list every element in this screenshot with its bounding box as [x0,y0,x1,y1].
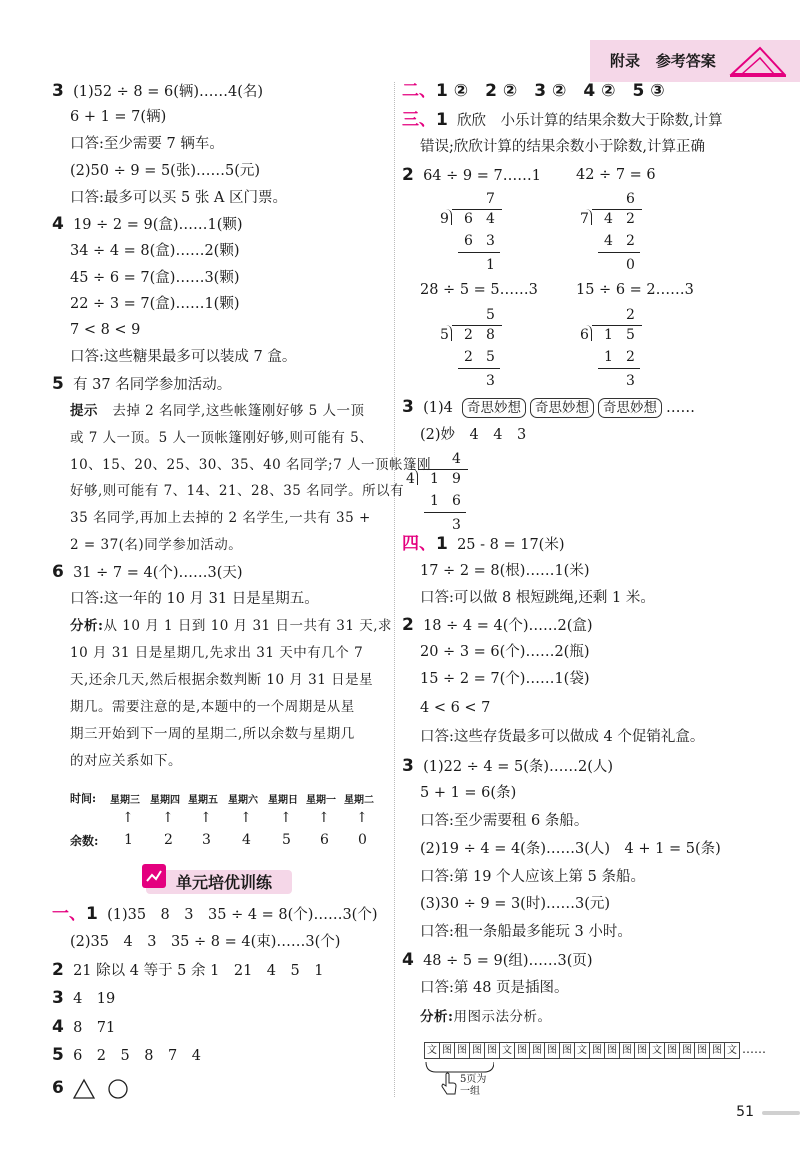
division-bracket [586,325,592,341]
s4-q3-line2: 5 + 1 = 6(条) [420,785,517,801]
left-q5-tip1: 提示 去掉 2 名同学,这些帐篷刚好够 5 人一顶 [70,403,365,419]
s4-q4-line2: 口答:第 48 页是插图。 [420,980,569,996]
left-q4-line5: 7 < 8 < 9 [70,322,141,338]
s1-q5: 5 6 2 5 8 7 4 [52,1045,201,1065]
header-title [610,50,716,71]
left-q4-line4: 22 ÷ 3 = 7(盒)……1(颗) [70,296,240,312]
s4-q3-line6: (3)30 ÷ 9 = 3(时)……3(元) [420,896,611,912]
s3-q3-line2: (2)妙 4 4 3 [420,427,527,443]
strip-cell: 图 [709,1042,725,1059]
division-digit: 3 [452,517,461,533]
division-digit: 3 [486,233,495,249]
s1-q1: 一、1 (1)35 8 3 35 ÷ 4 = 8(个)……3(个) [52,904,378,924]
division-bracket [446,325,452,341]
s4-q2-line2: 20 ÷ 3 = 6(个)……2(瓶) [420,644,590,660]
strip-cell: 文 [724,1042,740,1059]
s3-q1: 三、1 欣欣 小乐计算的结果余数大于除数,计算 [402,110,723,130]
division-digit: 0 [626,257,635,273]
division-digit: 2 [626,233,635,249]
strip-cell: 图 [559,1042,575,1059]
s3-q1-line2: 错误;欣欣计算的结果余数小于除数,计算正确 [420,139,705,155]
division-digit: 3 [626,373,635,389]
s3-q2-eq1: 2 64 ÷ 9 = 7……1 [402,165,541,185]
division-digit: 4 [604,233,613,249]
division-digit: 6 [464,211,473,227]
division-line [418,469,468,470]
division-digit: 1 [604,327,613,343]
remainder-value: 4 [242,832,251,848]
up-arrow-icon: ↑ [200,810,212,826]
strip-cell: 文 [574,1042,590,1059]
long-division-3 [436,306,526,391]
left-q6-analysis4: 期几。需要注意的是,本题中的一个周期是从星 [70,699,355,715]
strip-cell: 图 [664,1042,680,1059]
s3-q2-eq2: 42 ÷ 7 = 6 [576,167,656,183]
s3-q2-eq3: 28 ÷ 5 = 5……3 [420,282,538,298]
division-digit: 2 [626,349,635,365]
division-digit: 6 [626,191,635,207]
long-division-5 [402,450,492,535]
s4-q4-analysis: 分析:用图示法分析。 [420,1009,552,1025]
left-q5-tip5: 35 名同学,再加上去掉的 2 名学生,一共有 35 + [70,510,371,526]
column-divider [394,82,395,1097]
weekday-label: 星期三 [110,795,140,806]
page-number-bar [762,1111,800,1115]
circle-shape [109,1080,127,1098]
left-q4: 4 19 ÷ 2 = 9(盒)……1(颗) [52,214,243,234]
strip-cell: 图 [514,1042,530,1059]
s1-q4: 4 8 71 [52,1017,116,1037]
up-arrow-icon: ↑ [356,810,368,826]
page-strip [424,1042,766,1059]
s4-q2-line5: 口答:这些存货最多可以做成 4 个促销礼盒。 [420,729,705,745]
division-digit: 8 [486,327,495,343]
remainder-value: 2 [164,832,173,848]
strip-cell: 图 [589,1042,605,1059]
weekday-label: 星期一 [306,795,336,806]
up-arrow-icon: ↑ [318,810,330,826]
strip-cell: 图 [694,1042,710,1059]
s4-q1: 四、1 25 - 8 = 17(米) [402,534,565,554]
header-appendix: 附录 [610,52,641,70]
division-line [458,368,500,369]
left-q6-analysis3: 天,还余几天,然后根据余数判断 10 月 31 日是星 [70,672,374,688]
weekday-label: 星期四 [150,795,180,806]
ruler-triangle-icon [728,44,788,78]
left-q6-analysis2: 10 月 31 日是星期几,先求出 31 天中有几个 7 [70,645,364,661]
weekday-label: 星期五 [188,795,218,806]
division-digit: 1 [486,257,495,273]
idiom-box-3: 奇思妙想 [598,398,662,418]
left-q5-tip2: 或 7 人一顶。5 人一顶帐篷刚好够,则可能有 5、 [70,430,374,446]
division-line [424,512,466,513]
left-q4-line3: 45 ÷ 6 = 7(盒)……3(颗) [70,270,240,286]
page-number: 51 [736,1104,754,1120]
s4-q1-line2: 17 ÷ 2 = 8(根)……1(米) [420,563,590,579]
s4-q3-line4: (2)19 ÷ 4 = 4(条)……3(人) 4 + 1 = 5(条) [420,841,721,857]
s3-q2-eq4: 15 ÷ 6 = 2……3 [576,282,694,298]
s4-q3-line5: 口答:第 19 个人应该上第 5 条船。 [420,869,645,885]
s1-q3: 3 4 19 [52,988,116,1008]
left-q5-tip4: 好够,则可能有 7、14、21、28、35 名同学。所以有 [70,483,405,499]
strip-cell: 文 [499,1042,515,1059]
s4-q3-line7: 口答:租一条船最多能玩 3 小时。 [420,924,632,940]
division-line [452,209,502,210]
up-arrow-icon: ↑ [122,810,134,826]
left-q4-line6: 口答:这些糖果最多可以装成 7 盒。 [70,349,297,365]
remainder-value: 1 [124,832,133,848]
division-digit: 1 [430,471,439,487]
left-q6-line2: 口答:这一年的 10 月 31 日是星期五。 [70,591,319,607]
division-line [598,368,640,369]
left-q4-line2: 34 ÷ 4 = 8(盒)……2(颗) [70,243,240,259]
left-q6-analysis1: 分析:从 10 月 1 日到 10 月 31 日一共有 31 天,求 [70,618,392,634]
s1-q2: 2 21 除以 4 等于 5 余 1 21 4 5 1 [52,960,324,980]
division-digit: 5 [440,327,449,343]
remainder-value: 3 [202,832,211,848]
long-division-1 [436,190,526,275]
remainder-value: 5 [282,832,291,848]
s4-q2: 2 18 ÷ 4 = 4(个)……2(盒) [402,615,593,635]
unit-title: 单元培优训练 [176,873,273,892]
strip-cell: 图 [604,1042,620,1059]
strip-cell: 图 [469,1042,485,1059]
idiom-box-2: 奇思妙想 [530,398,594,418]
s4-q2-line3: 15 ÷ 2 = 7(个)……1(袋) [420,671,590,687]
left-q6-analysis6: 的对应关系如下。 [70,753,182,769]
long-division-4 [576,306,666,391]
division-digit: 1 [430,493,439,509]
division-bracket [586,209,592,225]
s1-q6: 6 [52,1078,64,1098]
strip-cell: 图 [679,1042,695,1059]
division-digit: 6 [580,327,589,343]
weekday-label: 星期日 [268,795,298,806]
division-digit: 9 [440,211,449,227]
division-digit: 4 [406,471,415,487]
division-digit: 9 [452,471,461,487]
left-q5: 5 有 37 名同学参加活动。 [52,374,232,394]
left-q5-tip6: 2 = 37(名)同学参加活动。 [70,537,243,553]
strip-cell: 图 [439,1042,455,1059]
division-line [598,252,640,253]
division-digit: 2 [464,327,473,343]
division-digit: 1 [604,349,613,365]
division-line [458,252,500,253]
division-digit: 2 [464,349,473,365]
strip-cell: 文 [424,1042,440,1059]
group-note: 5页为 一组 [460,1074,487,1097]
s4-q1-line3: 口答:可以做 8 根短跳绳,还剩 1 米。 [420,590,655,606]
division-line [452,325,502,326]
strip-cell: 图 [454,1042,470,1059]
division-digit: 2 [626,307,635,323]
division-digit: 4 [452,451,461,467]
division-line [592,325,642,326]
division-digit: 4 [604,211,613,227]
strip-cell: 图 [544,1042,560,1059]
strip-ellipsis: …… [742,1042,766,1056]
weekday-label: 星期二 [344,795,374,806]
strip-cell: 文 [649,1042,665,1059]
s4-q2-line4: 4 < 6 < 7 [420,700,491,716]
division-digit: 2 [626,211,635,227]
weekday-label: 星期六 [228,795,258,806]
up-arrow-icon: ↑ [280,810,292,826]
division-digit: 3 [486,373,495,389]
idiom-box-1: 奇思妙想 [462,398,526,418]
header-answers: 参考答案 [655,52,716,70]
division-bracket [446,209,452,225]
s4-q3-line3: 口答:至少需要租 6 条船。 [420,813,589,829]
division-digit: 6 [452,493,461,509]
division-digit: 7 [580,211,589,227]
triangle-shape [74,1080,94,1098]
division-digit: 5 [486,349,495,365]
left-q5-tip3: 10、15、20、25、30、35、40 名同学;7 人一顶帐篷刚 [70,457,431,473]
strip-cell: 图 [619,1042,635,1059]
division-digit: 7 [486,191,495,207]
up-arrow-icon: ↑ [240,810,252,826]
division-line [592,209,642,210]
left-q3: 3 (1)52 ÷ 8 = 6(辆)……4(名) [52,81,264,101]
division-digit: 4 [486,211,495,227]
left-q6-analysis5: 期三开始到下一周的星期二,所以余数与星期几 [70,726,355,742]
division-digit: 5 [626,327,635,343]
s2-answers: 二、1 ② 2 ② 3 ② 4 ② 5 ③ [402,81,665,101]
strip-cell: 图 [529,1042,545,1059]
division-digit: 6 [464,233,473,249]
left-q3-line4: (2)50 ÷ 9 = 5(张)……5(元) [70,163,261,179]
s4-q3: 3 (1)22 ÷ 4 = 5(条)……2(人) [402,756,614,776]
strip-cell: 图 [634,1042,650,1059]
division-bracket [412,469,418,485]
long-division-2 [576,190,666,275]
s4-q4: 4 48 ÷ 5 = 9(组)……3(页) [402,950,593,970]
left-q6: 6 31 ÷ 7 = 4(个)……3(天) [52,562,243,582]
left-q3-line5: 口答:最多可以买 5 张 A 区门票。 [70,190,288,206]
answer-shapes [72,1077,132,1101]
left-q3-line2: 6 + 1 = 7(辆) [70,109,167,125]
pointing-hand-icon [440,1072,458,1098]
strip-cell: 图 [484,1042,500,1059]
division-digit: 5 [486,307,495,323]
s1-q1-line2: (2)35 4 3 35 ÷ 8 = 4(束)……3(个) [70,934,341,950]
remainder-value: 0 [358,832,367,848]
time-label: 时间: [70,792,97,805]
up-arrow-icon: ↑ [162,810,174,826]
remainder-label: 余数: [70,834,99,848]
s3-q3: 3 (1)4 奇思妙想 奇思妙想 奇思妙想 …… [402,397,696,417]
remainder-value: 6 [320,832,329,848]
left-q3-line3: 口答:至少需要 7 辆车。 [70,136,224,152]
